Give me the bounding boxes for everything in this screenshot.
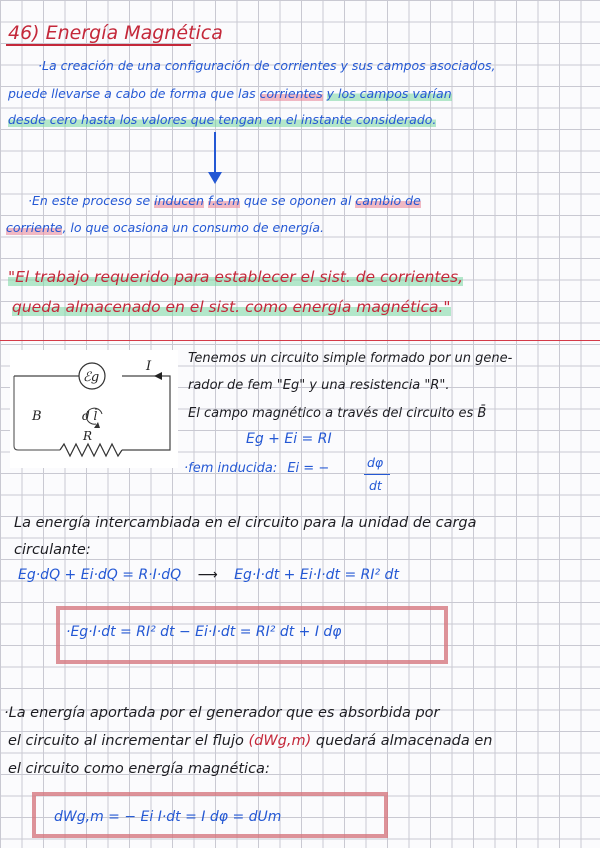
- highlight-fem: f.e.m: [207, 193, 240, 208]
- section-divider: [0, 340, 600, 341]
- circuit-diagram: [10, 350, 178, 468]
- final-line-2-c: quedará almacenada en: [315, 733, 493, 749]
- resistor-icon: [60, 444, 122, 456]
- final-line-3: el circuito como energía magnética:: [8, 761, 270, 777]
- highlight-corriente: corriente: [6, 220, 63, 235]
- circuit-eq-1: Eg + Ei = RI: [246, 431, 332, 447]
- circuit-line-2: rador de fem "Eg" y una resistencia "R".: [188, 378, 450, 393]
- quote-line-2: [12, 300, 451, 316]
- energy-line-2: circulante:: [14, 542, 91, 558]
- field-label: B: [32, 409, 42, 424]
- fraction-denominator: dt: [369, 478, 382, 493]
- circuit-wire-right: [122, 376, 170, 450]
- process-line-2: [6, 222, 324, 235]
- intro-line-2: [8, 88, 452, 101]
- highlight-inducen: inducen: [154, 193, 204, 208]
- final-boxed-eq-text: dWg,m = − Ei I·dt = I dφ = dUm: [54, 809, 282, 825]
- process-line-1-a: ·En este proceso se: [28, 193, 151, 208]
- fraction-bar: [364, 474, 390, 475]
- current-arrow-icon: [154, 372, 162, 380]
- current-label: I: [146, 359, 152, 374]
- quote-line-1-text: "El trabajo requerido para establecer el sist. de corrientes,: [8, 268, 464, 286]
- resistor-label: R: [83, 429, 93, 443]
- intro-line-1: ·La creación de una configuración de corrientes y sus campos asociados,: [38, 58, 496, 73]
- intro-line-3: [8, 114, 436, 127]
- quote-line-1: [8, 270, 463, 286]
- highlight-cambio-de: cambio de: [355, 193, 421, 208]
- down-arrow-icon: [208, 172, 222, 184]
- implies-arrow-icon: ⟶: [197, 567, 218, 583]
- fem-inducida-lhs: Ei = −: [287, 461, 330, 476]
- circuit-line-3: El campo magnético a través del circuito es B̄: [188, 406, 487, 421]
- dl-label: d l̄: [82, 409, 98, 423]
- process-line-1: [28, 195, 421, 208]
- final-line-1: ·La energía aportada por el generador que es absorbida por: [4, 705, 440, 721]
- circuit-eq-2: [184, 462, 329, 475]
- circuit-figure: [10, 350, 178, 468]
- energy-eq-a: Eg·dQ + Ei·dQ = R·I·dQ: [18, 567, 182, 583]
- final-line-2-b: (dWg,m): [248, 733, 312, 749]
- intro-line-2-a: puede llevarse a cabo de forma que las: [8, 86, 256, 101]
- fraction-numerator: dφ: [367, 455, 384, 470]
- energy-line-1: La energía intercambiada en el circuito para la unidad de carga: [14, 515, 477, 531]
- highlight-desde-cero: desde cero hasta los valores que tengan en el instante considerado.: [8, 112, 437, 127]
- highlight-corrientes: corrientes: [259, 86, 323, 101]
- fem-inducida-label: ·fem inducida:: [184, 461, 278, 476]
- down-arrow-shaft: [214, 132, 216, 176]
- energy-eq: [18, 568, 399, 582]
- page-title: 46) Energía Magnética: [8, 22, 223, 44]
- quote-line-2-text: queda almacenado en el sist. como energía magnética.": [12, 298, 451, 316]
- energy-eq-b: Eg·I·dt + Ei·I·dt = RI² dt: [234, 567, 399, 583]
- energy-boxed-eq-text: ·Eg·I·dt = RI² dt − Ei·I·dt = RI² dt + I dφ: [66, 624, 342, 640]
- process-line-1-d: que se oponen al: [243, 193, 352, 208]
- final-line-2: [8, 734, 492, 749]
- circuit-line-1: Tenemos un circuito simple formado por un gene-: [188, 351, 513, 366]
- final-line-2-a: el circuito al incrementar el flujo: [8, 733, 244, 749]
- title-underline: [6, 44, 191, 46]
- emf-label: ℰg: [83, 370, 100, 385]
- process-line-2-b: , lo que ocasiona un consumo de energía.: [62, 220, 324, 235]
- highlight-campos-varian: y los campos varían: [326, 86, 452, 101]
